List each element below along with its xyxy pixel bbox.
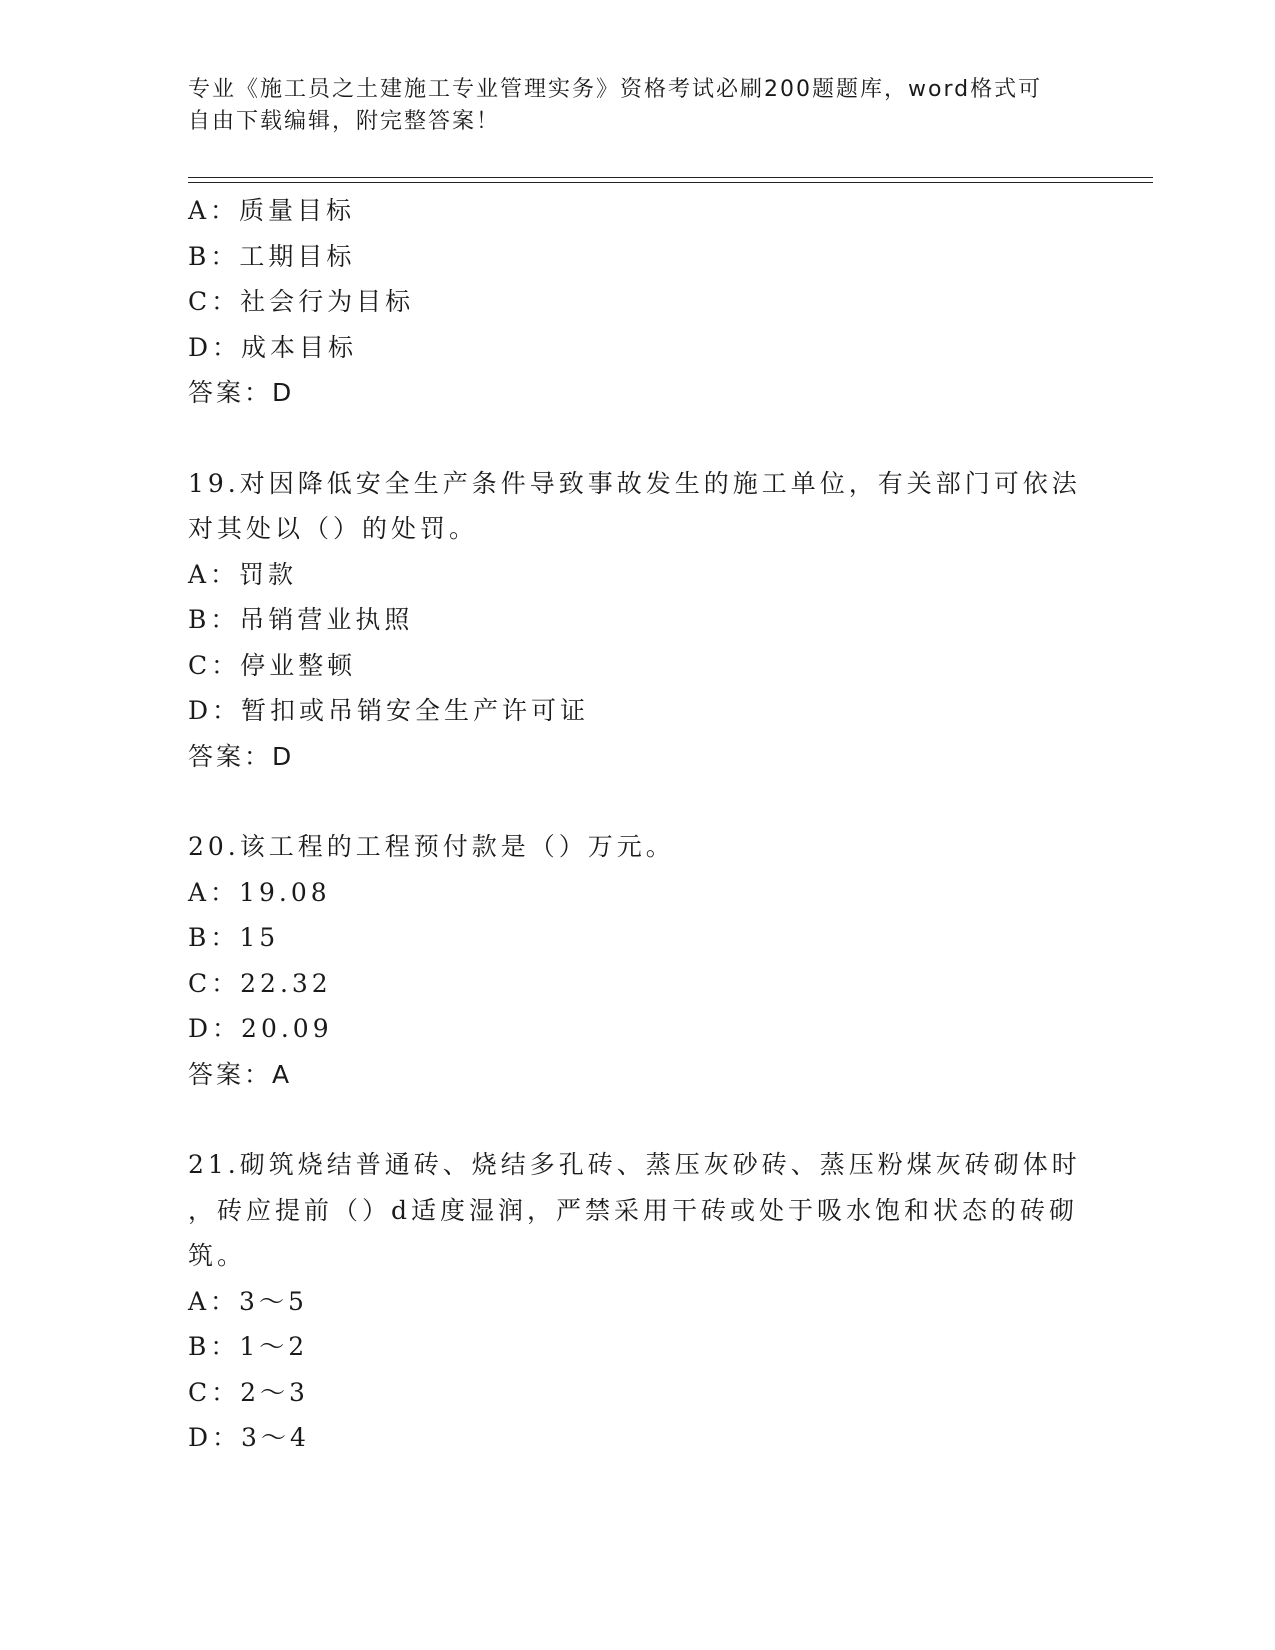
spacer bbox=[188, 1097, 1088, 1142]
option-d: D：成本目标 bbox=[188, 332, 358, 362]
header-line-1: 专业《施工员之土建施工专业管理实务》资格考试必刷200题题库，word格式可 bbox=[188, 77, 1043, 102]
answer-line: 答案：D bbox=[188, 378, 295, 407]
question-21 bbox=[188, 1142, 1088, 1461]
question-stem-line-2: 对其处以（）的处罚。 bbox=[188, 514, 479, 543]
question-stem-line-1: 20.该工程的工程预付款是（）万元。 bbox=[188, 832, 675, 861]
question-20 bbox=[188, 824, 1088, 1097]
document-header bbox=[188, 74, 1088, 138]
option-a: A：3～5 bbox=[188, 1286, 308, 1316]
spacer bbox=[188, 416, 1088, 461]
answer-line: 答案：A bbox=[188, 1059, 293, 1089]
option-c: C：社会行为目标 bbox=[188, 287, 415, 316]
question-19 bbox=[188, 461, 1088, 780]
option-b: B：1～2 bbox=[188, 1332, 309, 1361]
question-list bbox=[188, 188, 1088, 1461]
question-18 bbox=[188, 188, 1088, 416]
option-d: D：暂扣或吊销安全生产许可证 bbox=[188, 696, 590, 725]
option-a: A：19.08 bbox=[188, 877, 331, 907]
answer-line: 答案：D bbox=[188, 741, 295, 771]
question-stem-line-2: ，砖应提前（）d适度湿润，严禁采用干砖或处于吸水饱和状态的砖砌 bbox=[188, 1195, 1079, 1225]
option-b: B：吊销营业执照 bbox=[188, 605, 414, 634]
spacer bbox=[188, 779, 1088, 824]
question-stem-line-3: 筑。 bbox=[188, 1241, 247, 1270]
option-c: C：22.32 bbox=[188, 968, 332, 998]
header-line-2: 自由下载编辑，附完整答案！ bbox=[188, 109, 501, 134]
option-b: B：工期目标 bbox=[188, 241, 356, 271]
header-divider-top bbox=[188, 177, 1153, 178]
option-a: A：质量目标 bbox=[188, 196, 356, 225]
option-d: D：20.09 bbox=[188, 1014, 333, 1043]
question-stem-line-1: 19.对因降低安全生产条件导致事故发生的施工单位，有关部门可依法 bbox=[188, 468, 1081, 498]
option-d: D：3～4 bbox=[188, 1423, 310, 1452]
question-stem-line-1: 21.砌筑烧结普通砖、烧结多孔砖、蒸压灰砂砖、蒸压粉煤灰砖砌体时 bbox=[188, 1150, 1081, 1179]
option-a: A：罚款 bbox=[188, 559, 298, 589]
option-c: C：2～3 bbox=[188, 1377, 309, 1407]
option-c: C：停业整顿 bbox=[188, 650, 357, 680]
option-b: B：15 bbox=[188, 923, 280, 952]
header-divider-bottom bbox=[188, 182, 1153, 183]
